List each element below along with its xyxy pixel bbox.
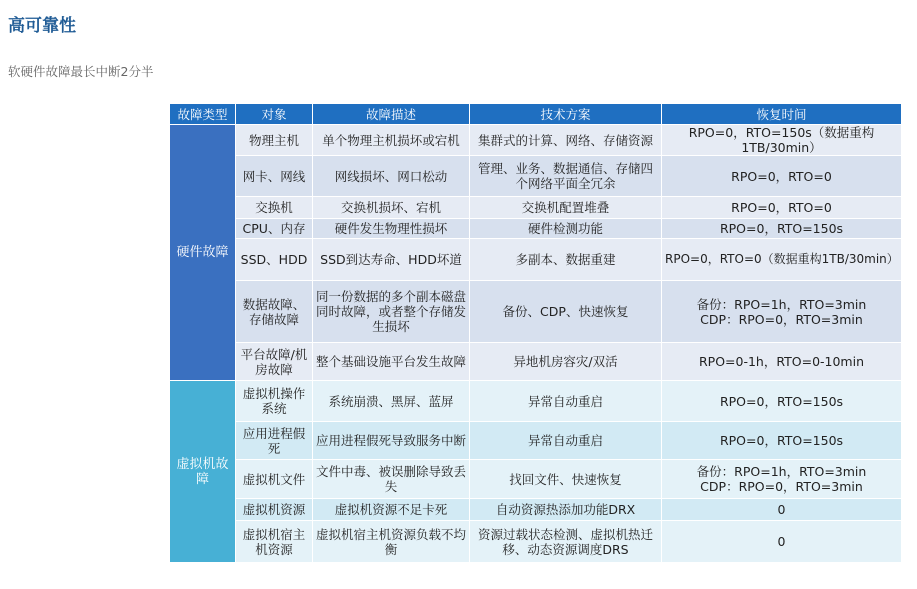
cell-solution: 自动资源热添加功能DRX xyxy=(470,499,662,521)
cell-solution: 异常自动重启 xyxy=(470,422,662,460)
cell-object: 应用进程假死 xyxy=(236,422,313,460)
cell-object: 数据故障、存储故障 xyxy=(236,281,313,343)
cell-description: 同一份数据的多个副本磁盘同时故障，或者整个存储发生损坏 xyxy=(313,281,470,343)
table-row xyxy=(170,197,902,219)
table-row xyxy=(170,343,902,381)
cell-object: 虚拟机资源 xyxy=(236,499,313,521)
header-description: 故障描述 xyxy=(313,104,470,125)
category-vm: 虚拟机故障 xyxy=(170,381,236,563)
cell-recovery: RPO=0，RTO=150s xyxy=(662,219,902,239)
cell-recovery: 备份：RPO=1h，RTO=3min CDP：RPO=0，RTO=3min xyxy=(662,460,902,499)
cell-object: 平台故障/机房故障 xyxy=(236,343,313,381)
cell-object: 网卡、网线 xyxy=(236,156,313,197)
cell-solution: 异地机房容灾/双活 xyxy=(470,343,662,381)
cell-solution: 找回文件、快速恢复 xyxy=(470,460,662,499)
table-row xyxy=(170,422,902,460)
table-row xyxy=(170,219,902,239)
cell-object: CPU、内存 xyxy=(236,219,313,239)
cell-object: 虚拟机宿主机资源 xyxy=(236,521,313,563)
cell-description: 网线损坏、网口松动 xyxy=(313,156,470,197)
cell-object: 物理主机 xyxy=(236,125,313,156)
cell-solution: 备份、CDP、快速恢复 xyxy=(470,281,662,343)
cell-recovery: RPO=0，RTO=150s xyxy=(662,422,902,460)
table-row xyxy=(170,460,902,499)
cell-solution: 资源过载状态检测、虚拟机热迁移、动态资源调度DRS xyxy=(470,521,662,563)
cell-description: 整个基础设施平台发生故障 xyxy=(313,343,470,381)
cell-description: 文件中毒、被误删除导致丢失 xyxy=(313,460,470,499)
cell-object: 交换机 xyxy=(236,197,313,219)
header-recovery-time: 恢复时间 xyxy=(662,104,902,125)
cell-description: 虚拟机宿主机资源负载不均衡 xyxy=(313,521,470,563)
table-header-row xyxy=(170,104,902,125)
cell-recovery: RPO=0，RTO=0 xyxy=(662,197,902,219)
cell-object: SSD、HDD xyxy=(236,239,313,281)
table-row xyxy=(170,125,902,156)
fault-table xyxy=(169,103,902,563)
cell-solution: 硬件检测功能 xyxy=(470,219,662,239)
page-subtitle: 软硬件故障最长中断2分半 xyxy=(8,64,154,79)
table-row xyxy=(170,521,902,563)
table-row xyxy=(170,239,902,281)
cell-description: SSD到达寿命、HDD坏道 xyxy=(313,239,470,281)
cell-description: 交换机损坏、宕机 xyxy=(313,197,470,219)
cell-solution: 异常自动重启 xyxy=(470,381,662,422)
cell-recovery: 0 xyxy=(662,499,902,521)
table-row xyxy=(170,381,902,422)
table-row xyxy=(170,499,902,521)
header-object: 对象 xyxy=(236,104,313,125)
table-row xyxy=(170,281,902,343)
cell-solution: 集群式的计算、网络、存储资源 xyxy=(470,125,662,156)
cell-recovery: RPO=0，RTO=0（数据重构1TB/30min） xyxy=(662,239,902,281)
cell-object: 虚拟机操作系统 xyxy=(236,381,313,422)
cell-recovery: RPO=0，RTO=0 xyxy=(662,156,902,197)
cell-description: 虚拟机资源不足卡死 xyxy=(313,499,470,521)
cell-description: 单个物理主机损坏或宕机 xyxy=(313,125,470,156)
cell-recovery: RPO=0-1h，RTO=0-10min xyxy=(662,343,902,381)
cell-solution: 交换机配置堆叠 xyxy=(470,197,662,219)
cell-solution: 多副本、数据重建 xyxy=(470,239,662,281)
cell-description: 硬件发生物理性损坏 xyxy=(313,219,470,239)
header-solution: 技术方案 xyxy=(470,104,662,125)
cell-recovery: RPO=0，RTO=150s（数据重构1TB/30min） xyxy=(662,125,902,156)
cell-recovery: 备份：RPO=1h，RTO=3min CDP：RPO=0，RTO=3min xyxy=(662,281,902,343)
category-hardware: 硬件故障 xyxy=(170,125,236,381)
table-row xyxy=(170,156,902,197)
header-fault-type: 故障类型 xyxy=(170,104,236,125)
cell-description: 应用进程假死导致服务中断 xyxy=(313,422,470,460)
cell-solution: 管理、业务、数据通信、存储四个网络平面全冗余 xyxy=(470,156,662,197)
cell-object: 虚拟机文件 xyxy=(236,460,313,499)
cell-recovery: 0 xyxy=(662,521,902,563)
cell-description: 系统崩溃、黑屏、蓝屏 xyxy=(313,381,470,422)
page-title: 高可靠性 xyxy=(8,16,76,36)
cell-recovery: RPO=0，RTO=150s xyxy=(662,381,902,422)
